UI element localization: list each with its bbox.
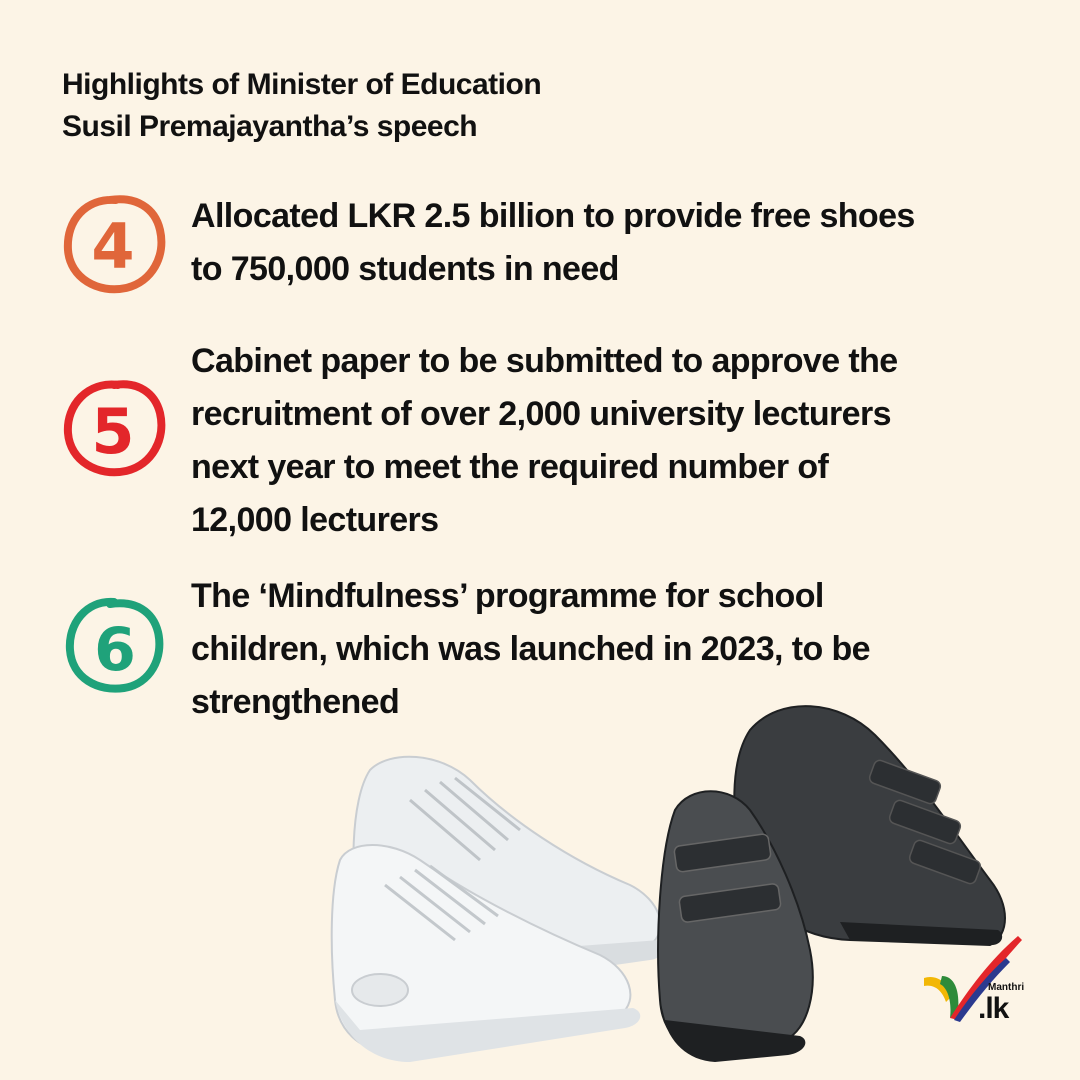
circled-number-6-icon [58,590,168,700]
item-5-line-3: next year to meet the required number of [191,448,829,486]
circled-number-4-icon [58,190,168,300]
number-4: 4 [91,210,135,283]
page-title [62,64,541,148]
item-4-line-2: to 750,000 students in need [191,250,619,288]
number-5: 5 [91,395,135,468]
circled-number-5-icon [58,373,168,483]
highlight-item-4 [58,190,938,310]
item-5-line-2: recruitment of over 2,000 university lecturers [191,395,891,433]
logo-text-big: .lk [978,992,1009,1025]
title-line-1: Highlights of Minister of Education [62,68,542,101]
item-4-text [191,190,951,296]
logo-text-small: Manthri [988,982,1025,993]
number-6: 6 [94,615,136,685]
item-6-line-3: strengthened [191,683,400,721]
title-line-2: Susil Premajayantha’s speech [62,110,478,143]
item-5-line-4: 12,000 lecturers [191,501,439,539]
manthri-logo-icon [918,930,1028,1030]
item-5-text [191,335,951,547]
item-5-line-1: Cabinet paper to be submitted to approve the [191,342,898,380]
item-6-line-2: children, which was launched in 2023, to be [191,630,870,668]
item-6-line-1: The ‘Mindfulness’ programme for school [191,577,824,615]
item-4-line-1: Allocated LKR 2.5 billion to provide free shoes [191,197,915,235]
highlight-item-5 [58,335,938,545]
shoes-illustration [330,690,1020,1080]
